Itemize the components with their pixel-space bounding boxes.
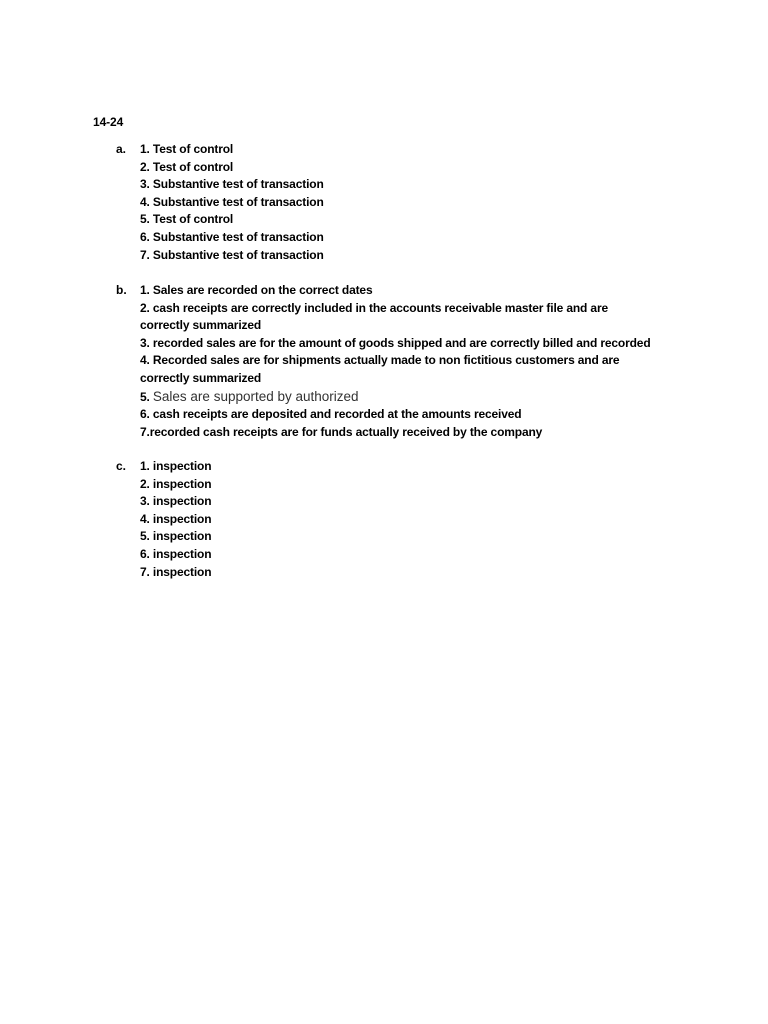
item-number: 6. bbox=[140, 229, 150, 244]
list-item bbox=[140, 194, 700, 212]
item-number: 7. bbox=[140, 564, 150, 579]
item-number: 3. bbox=[140, 494, 150, 509]
item-text: recorded sales are for the amount of goods shipped and are correctly billed and recorded bbox=[152, 335, 651, 350]
list-item bbox=[140, 247, 700, 265]
item-number: 2. bbox=[140, 159, 150, 174]
item-text: inspection bbox=[152, 529, 212, 544]
list-item bbox=[140, 388, 700, 407]
list-item bbox=[140, 335, 700, 353]
item-text: Sales are supported by authorized bbox=[152, 388, 359, 404]
item-text: Substantive test of transaction bbox=[152, 177, 324, 192]
item-text: Test of control bbox=[152, 142, 234, 156]
item-number: 1. bbox=[140, 142, 150, 156]
item-number: 5. bbox=[140, 529, 150, 544]
item-text: Substantive test of transaction bbox=[152, 194, 324, 209]
problem-number-heading: 14-24 bbox=[93, 115, 124, 129]
item-text: cash receipts are deposited and recorded at the amounts received bbox=[152, 407, 522, 422]
item-number: 7. bbox=[140, 247, 150, 262]
item-number: 1. bbox=[140, 283, 150, 297]
item-text: cash receipts are correctly included in the accounts receivable master file and are correctly summarized bbox=[140, 300, 608, 333]
item-number: 4. bbox=[140, 353, 150, 368]
item-text: Recorded sales are for shipments actually made to non fictitious customers and are correctly summarized bbox=[140, 353, 620, 385]
item-text: inspection bbox=[152, 494, 212, 509]
list-item bbox=[140, 546, 700, 564]
item-text: Sales are recorded on the correct dates bbox=[152, 283, 373, 297]
item-number: 1. bbox=[140, 459, 150, 473]
list-item bbox=[140, 352, 640, 387]
list-item bbox=[140, 406, 700, 424]
item-number: 7. bbox=[140, 424, 150, 439]
list-item bbox=[140, 528, 700, 546]
item-text: recorded cash receipts are for funds actually received by the company bbox=[149, 424, 543, 439]
item-number: 4. bbox=[140, 511, 150, 526]
item-number: 3. bbox=[140, 335, 150, 350]
list-item bbox=[140, 458, 700, 476]
item-number: 6. bbox=[140, 546, 150, 561]
section-a-marker: a. bbox=[116, 142, 127, 156]
item-text: Substantive test of transaction bbox=[152, 247, 324, 262]
list-item bbox=[140, 159, 700, 177]
section-b-list bbox=[140, 282, 700, 441]
list-item bbox=[140, 511, 700, 529]
item-number: 3. bbox=[140, 177, 150, 192]
item-text: inspection bbox=[152, 546, 212, 561]
section-c-list bbox=[140, 458, 700, 581]
item-number: 5. bbox=[140, 212, 150, 227]
list-item bbox=[140, 141, 700, 159]
list-item bbox=[140, 211, 700, 229]
section-b-marker: b. bbox=[116, 283, 127, 297]
item-text: inspection bbox=[152, 459, 212, 473]
list-item bbox=[140, 300, 640, 335]
item-number: 2. bbox=[140, 300, 150, 315]
item-number: 4. bbox=[140, 194, 150, 209]
item-text: inspection bbox=[152, 476, 212, 491]
section-a-list bbox=[140, 141, 700, 264]
list-item bbox=[140, 564, 700, 582]
item-text: Test of control bbox=[152, 212, 234, 227]
item-text: inspection bbox=[152, 564, 212, 579]
item-text: inspection bbox=[152, 511, 212, 526]
list-item bbox=[140, 282, 700, 300]
list-item bbox=[140, 476, 700, 494]
list-item bbox=[140, 493, 700, 511]
list-item bbox=[140, 424, 700, 442]
list-item bbox=[140, 229, 700, 247]
item-number: 6. bbox=[140, 407, 150, 422]
item-text: Test of control bbox=[152, 159, 234, 174]
item-text: Substantive test of transaction bbox=[152, 229, 324, 244]
item-number: 5. bbox=[140, 389, 150, 404]
list-item bbox=[140, 176, 700, 194]
item-number: 2. bbox=[140, 476, 150, 491]
section-c-marker: c. bbox=[116, 459, 127, 473]
